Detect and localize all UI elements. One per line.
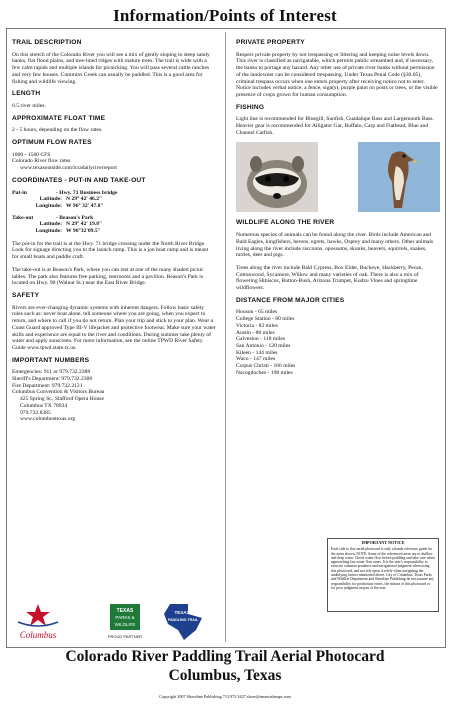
city-distance: Nacogdoches - 198 miles [236, 369, 293, 376]
length-text: 6.5 river miles. [12, 102, 46, 109]
coordinates-section [12, 178, 216, 235]
safety-heading: SAFETY [12, 291, 40, 299]
wildlife-text1: Numerous species of animals can be found along the river. Birds include American and Bald Eagles, kingfishers, herons, egrets, hawks, Osprey and many others. Other animals living along the river include raccoons, opossums, skunks, beavers, squirrels, snakes, turtles, deer and pigs. [236, 232, 434, 259]
tpwd-logo-text2: PARKS & [115, 615, 135, 620]
city-distance: Waco - 147 miles [236, 356, 276, 363]
float-time-heading: APPROXIMATE FLOAT TIME [12, 114, 106, 122]
flow-rates-section [12, 140, 216, 172]
website-link[interactable]: www.columbustexas.org [20, 416, 76, 423]
tpt-logo-text1: TEXAS [174, 610, 190, 615]
tpwd-logo-text3: WILDLIFE [114, 622, 136, 627]
proud-partner-text: PROUD PARTNER [107, 634, 143, 639]
city-distance: Austin - 88 miles [236, 329, 275, 336]
texas-paddling-trail-logo [164, 604, 202, 640]
flow-rates-heading: OPTIMUM FLOW RATES [12, 139, 92, 147]
city-distance: Kileen - 144 miles [236, 349, 278, 356]
fishing-text: Light line is recommended for Bluegill, Sunfish, Guadalupe Bass and Largemouth Bass. Heavier gear is recommended for Alligator Gar, Buffalo, Carp and Flathead, Blue and Channel Catfish. [236, 116, 434, 136]
fishing-heading: FISHING [236, 103, 265, 111]
logo-row [12, 600, 212, 642]
wildlife-section [236, 220, 440, 291]
raccoon-photo [236, 142, 318, 212]
private-property-section [236, 40, 440, 99]
putin-lat-row [12, 196, 216, 203]
safety-section [12, 293, 216, 352]
copyright-text: Copyright 2007 Shoreline Publishing 713.973.3427 shore@rmaerialmaps.com [159, 694, 291, 699]
important-notice [327, 538, 439, 612]
city-distance: San Antonio - 120 miles [236, 342, 291, 349]
columbus-logo-text: Columbus [19, 630, 57, 640]
city-distance: Corpus Christi - 166 miles [236, 363, 296, 370]
putin-row [12, 190, 216, 197]
putin-text: The put-in for the trail is at the Hwy. 71 bridge crossing under the North River Bridge. Look for signage directing you to the launch ramp. This is a jon boat ramp and is meant for small boats and paddle craft. [12, 240, 209, 261]
footer-subtitle: Columbus, Texas [168, 667, 282, 684]
page-title: Information/Points of Interest [113, 6, 337, 25]
hawk-photo [358, 142, 440, 212]
takeout-row [12, 215, 216, 222]
private-property-text: Respect private property by not trespassing or littering and keeping noise levels down. This river is classified as navigatable, which permits public streambed and, if necessary, the banks to portage any hazard. Any other use of private river banks without permission of the landowner can be considered trespassing. Under Texas Penal Code (§30.05), criminal trespass occurs when one enters property after receiving notice not to enter. Notice includes verbal notice, a fence, sign(s), purple paint on posts or trees, or the visible presence of crops grown for human consumption. [236, 51, 438, 98]
putin-lon: W 96° 32' 47.8" [66, 202, 104, 209]
trail-description-section [12, 40, 216, 85]
float-time-section [12, 116, 216, 134]
distance-section [236, 298, 440, 377]
flow-rates-line2: Colorado River flow rates [12, 158, 71, 165]
putin-lon-key: Longitude: [35, 202, 62, 209]
columbus-logo [18, 604, 58, 640]
takeout-lat-key: Latitude: [39, 221, 62, 228]
city-distance: Galveston - 118 miles [236, 336, 286, 343]
footer-title: Colorado River Paddling Trail Aerial Photocard [65, 648, 385, 665]
distance-heading: DISTANCE FROM MAJOR CITIES [236, 296, 345, 304]
number-line: 425 Spring St., Stafford Opera House [20, 396, 104, 403]
takeout-lon-key: Longitude: [35, 228, 62, 235]
left-column [12, 40, 216, 429]
takeout-lat: N 29° 42' 19.8" [66, 221, 103, 228]
putin-lat: N 29° 42' 46.2" [66, 196, 103, 203]
partner-logos [12, 600, 212, 642]
city-distance: College Station - 80 miles [236, 316, 295, 323]
takeout-lon: W 96°32'09.5" [66, 228, 101, 235]
tpwd-logo [108, 604, 142, 639]
numbers-heading: IMPORTANT NUMBERS [12, 356, 90, 364]
number-line: Emergencies: 911 or 979.732.2388 [12, 369, 91, 376]
private-property-heading: PRIVATE PROPERTY [236, 39, 305, 46]
numbers-section [12, 358, 216, 423]
city-distance: Victoria - 82 miles [236, 322, 278, 329]
notice-text: Each side to this aerial photocard is only a handy reference guide for the areas shown. NOTE: Some of the referenced areas are in shallow and deep water. Check water flow before paddling and take care when approaching fast water flow areas. It is the user's responsibility to exercise common prudence and navigational judgment when using this photocard, and not rely upon it solely when navigating the underlying factors mentioned above. City of Columbus, Texas Parks and Wildlife Department and Shoreline Publishing do not assume any responsibility for production errors, the misuse of this photocard or for poor judgment on part of the user. [331, 547, 435, 590]
takeout-name: - Beason's Park [56, 214, 94, 221]
takeout-label: Take-out [12, 214, 34, 221]
wildlife-text2: Trees along the river include Bald Cypress, Box Elder, Buckeye, Hackberry, Pecan, Cottonwood, Sycamore, Willow and many varieties of oak. There is also a mix of flowering Hibiscus, Button-Bush, Arizona Trumpet, Kudzu Vines and springtime wildflowers. [236, 264, 423, 292]
right-column [236, 40, 440, 383]
wildlife-heading: WILDLIFE ALONG THE RIVER [236, 219, 335, 227]
number-line: Sheriff's Department: 979.732.2388 [12, 376, 93, 383]
notice-title: IMPORTANT NOTICE [361, 540, 405, 545]
putin-lon-row [12, 203, 216, 210]
trail-description-text: On this stretch of the Colorado River you will see a mix of gently sloping to steep sandy banks, flat flood plains, and tree-lined ridges with mature trees. The trail is wide with a few calm rapids and multiple islands for picnicking. You will pass several cattle ranches and very few houses. Cummins Creek can usually be paddled. This is a good area for fishing and wildlife viewing. [12, 51, 210, 85]
number-line: Columbus TX 78934 [20, 402, 68, 409]
putin-label: Put-in [12, 189, 27, 196]
length-section [12, 91, 216, 109]
float-time-text: 2 - 5 hours, depending on the flow rates. [12, 127, 103, 134]
safety-text: Rivers are ever-changing dynamic systems with inherent dangers. Follow basic safety rules such as: never boat alone, tell someone where you are going, when you expect to return, and where to call if you do not return. Plan your trip and stick to your plan. Wear a Coast Guard approved Type III-V lifejacket and protective footwear. Make sure your water skills and experience are equal to the river and conditions. During summer take plenty of water and apply sunscreen. For more information, see the online TPWD River Safety Guide www.tpwd.state.tx.us. [12, 304, 216, 351]
takeout-lon-row [12, 228, 216, 235]
takeout-text: The take-out is at Beason's Park, where you can rest at one of the many shaded picnic tables. The park also features free parking, restrooms and a pavilion. Beason's Park is located on Hwy. 90 (Walnut St.) near the East River Bridge. [12, 266, 204, 287]
tpwd-logo-text1: TEXAS [116, 608, 134, 614]
number-line: Columbus Convention & Visitors Bureau [12, 389, 105, 396]
wildlife-photos [236, 142, 440, 212]
coordinates-heading: COORDINATES - PUT-IN AND TAKE-OUT [12, 176, 146, 184]
trail-description-heading: TRAIL DESCRIPTION [12, 39, 82, 46]
length-heading: LENGTH [12, 90, 41, 98]
takeout-lat-row [12, 221, 216, 228]
flow-rates-link[interactable]: www.texasoutside.com/lcradailyriverreport [20, 165, 117, 172]
putin-lat-key: Latitude: [39, 196, 62, 203]
tpt-logo-text2: PADDLING TRAIL [167, 618, 199, 622]
column-divider [225, 32, 226, 642]
city-distance: Houson - 65 miles [236, 309, 278, 316]
flow-rates-line1: 1000 - 1500 CFS [12, 151, 51, 158]
fishing-section [236, 105, 440, 137]
number-line: 979.732.8385 [20, 409, 51, 416]
putin-name: - Hwy. 71 Business bridge [56, 189, 118, 196]
number-line: Fire Department: 979.732.2121 [12, 382, 83, 389]
